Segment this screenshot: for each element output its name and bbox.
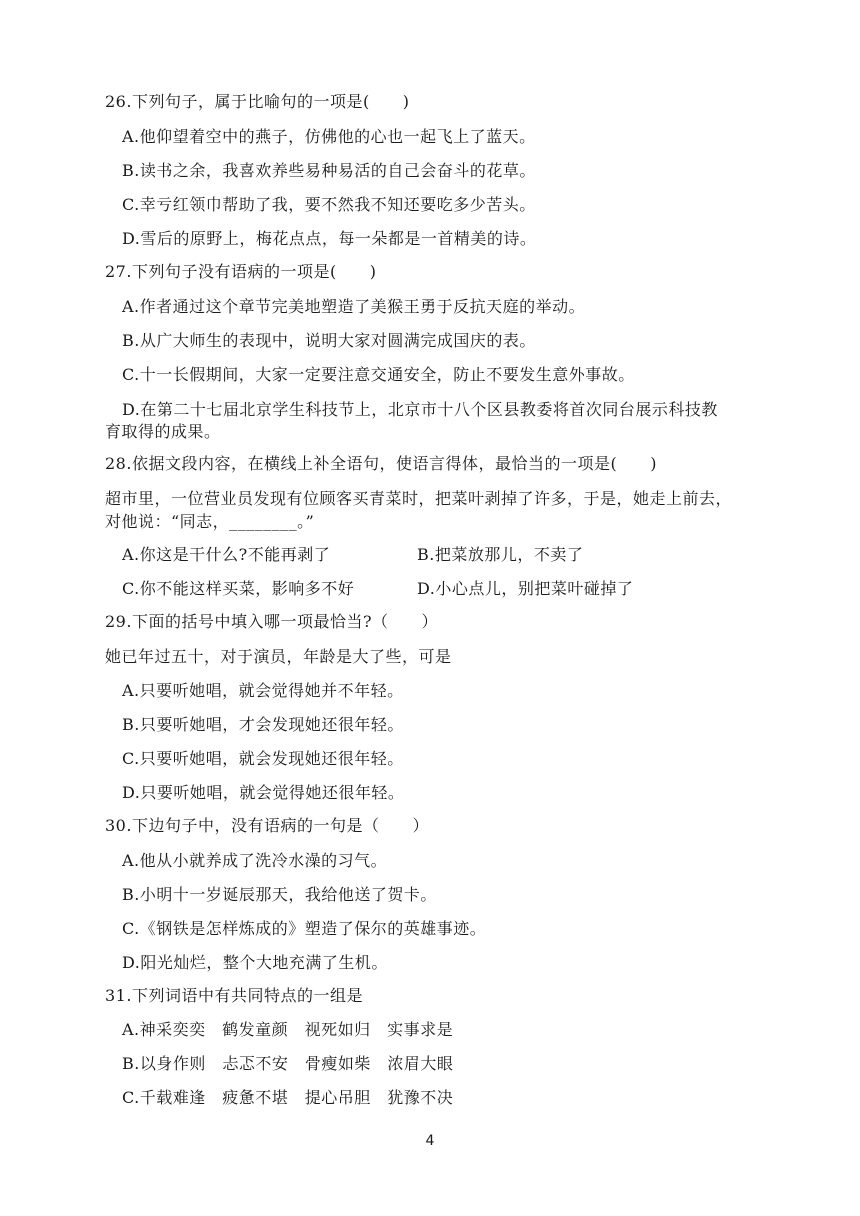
question-27-option-c: C.十一长假期间，大家一定要注意交通安全，防止不要发生意外事故。 [122, 365, 635, 384]
question-27-option-b: B.从广大师生的表现中，说明大家对圆满完成国庆的表。 [122, 331, 536, 350]
question-29-option-a: A.只要听她唱，就会觉得她并不年轻。 [122, 681, 404, 700]
question-28-option-c: C.你不能这样买菜，影响多不好 [122, 579, 355, 598]
question-29-option-d: D.只要听她唱，就会觉得她还很年轻。 [122, 783, 405, 802]
question-26-option-b: B.读书之余，我喜欢养些易种易活的自己会奋斗的花草。 [122, 161, 536, 180]
question-26-option-d: D.雪后的原野上，梅花点点，每一朵都是一首精美的诗。 [122, 229, 537, 248]
question-28-passage-line-1: 超市里，一位营业员发现有位顾客买青菜时，把菜叶剥掉了许多，于是，她走上前去， [105, 489, 733, 508]
question-31-option-b: B.以身作则 忐忑不安 骨瘦如柴 浓眉大眼 [122, 1054, 454, 1073]
question-28-option-d: D.小心点儿，别把菜叶碰掉了 [417, 579, 634, 598]
question-31-option-c: C.千载难逢 疲惫不堪 提心吊胆 犹豫不决 [122, 1088, 454, 1107]
question-27-option-d: D.在第二十七届北京学生科技节上，北京市十八个区县教委将首次同台展示科技教 [122, 400, 718, 419]
question-30-option-c: C.《钢铁是怎样炼成的》塑造了保尔的英雄事迹。 [122, 919, 487, 938]
question-26-option-a: A.他仰望着空中的燕子，仿佛他的心也一起飞上了蓝天。 [122, 127, 536, 146]
question-30-title: 30.下边句子中，没有语病的一句是（ ） [105, 816, 429, 835]
page-number: 4 [425, 1133, 435, 1149]
question-30-option-b: B.小明十一岁诞辰那天，我给他送了贺卡。 [122, 885, 437, 904]
question-28-option-a: A.你这是干什么?不能再剥了 [122, 545, 331, 564]
question-31-title: 31.下列词语中有共同特点的一组是 [105, 986, 363, 1005]
question-31-option-a: A.神采奕奕 鹤发童颜 视死如归 实事求是 [122, 1020, 454, 1039]
question-28-option-b: B.把菜放那儿，不卖了 [417, 545, 584, 564]
question-30-option-d: D.阳光灿烂，整个大地充满了生机。 [122, 953, 388, 972]
question-28-title: 28.依据文段内容，在横线上补全语句，使语言得体，最恰当的一项是( ) [105, 454, 657, 473]
question-29-passage: 她已年过五十，对于演员，年龄是大了些，可是 [105, 647, 452, 666]
question-26-option-c: C.幸亏红领巾帮助了我，要不然我不知还要吃多少苦头。 [122, 195, 536, 214]
question-29-option-b: B.只要听她唱，才会发现她还很年轻。 [122, 715, 404, 734]
question-29-title: 29.下面的括号中填入哪一项最恰当?（ ） [105, 612, 439, 631]
question-27-title: 27.下列句子没有语病的一项是( ) [105, 262, 377, 281]
question-27-option-a: A.作者通过这个章节完美地塑造了美猴王勇于反抗天庭的举动。 [122, 297, 586, 316]
question-30-option-a: A.他从小就养成了洗冷水澡的习气。 [122, 851, 388, 870]
question-26-title: 26.下列句子，属于比喻句的一项是( ) [105, 92, 410, 111]
question-27-option-d-continued: 育取得的成果。 [105, 422, 221, 441]
question-29-option-c: C.只要听她唱，就会发现她还很年轻。 [122, 749, 404, 768]
question-28-passage-line-2: 对他说：“同志，________。” [105, 512, 315, 531]
